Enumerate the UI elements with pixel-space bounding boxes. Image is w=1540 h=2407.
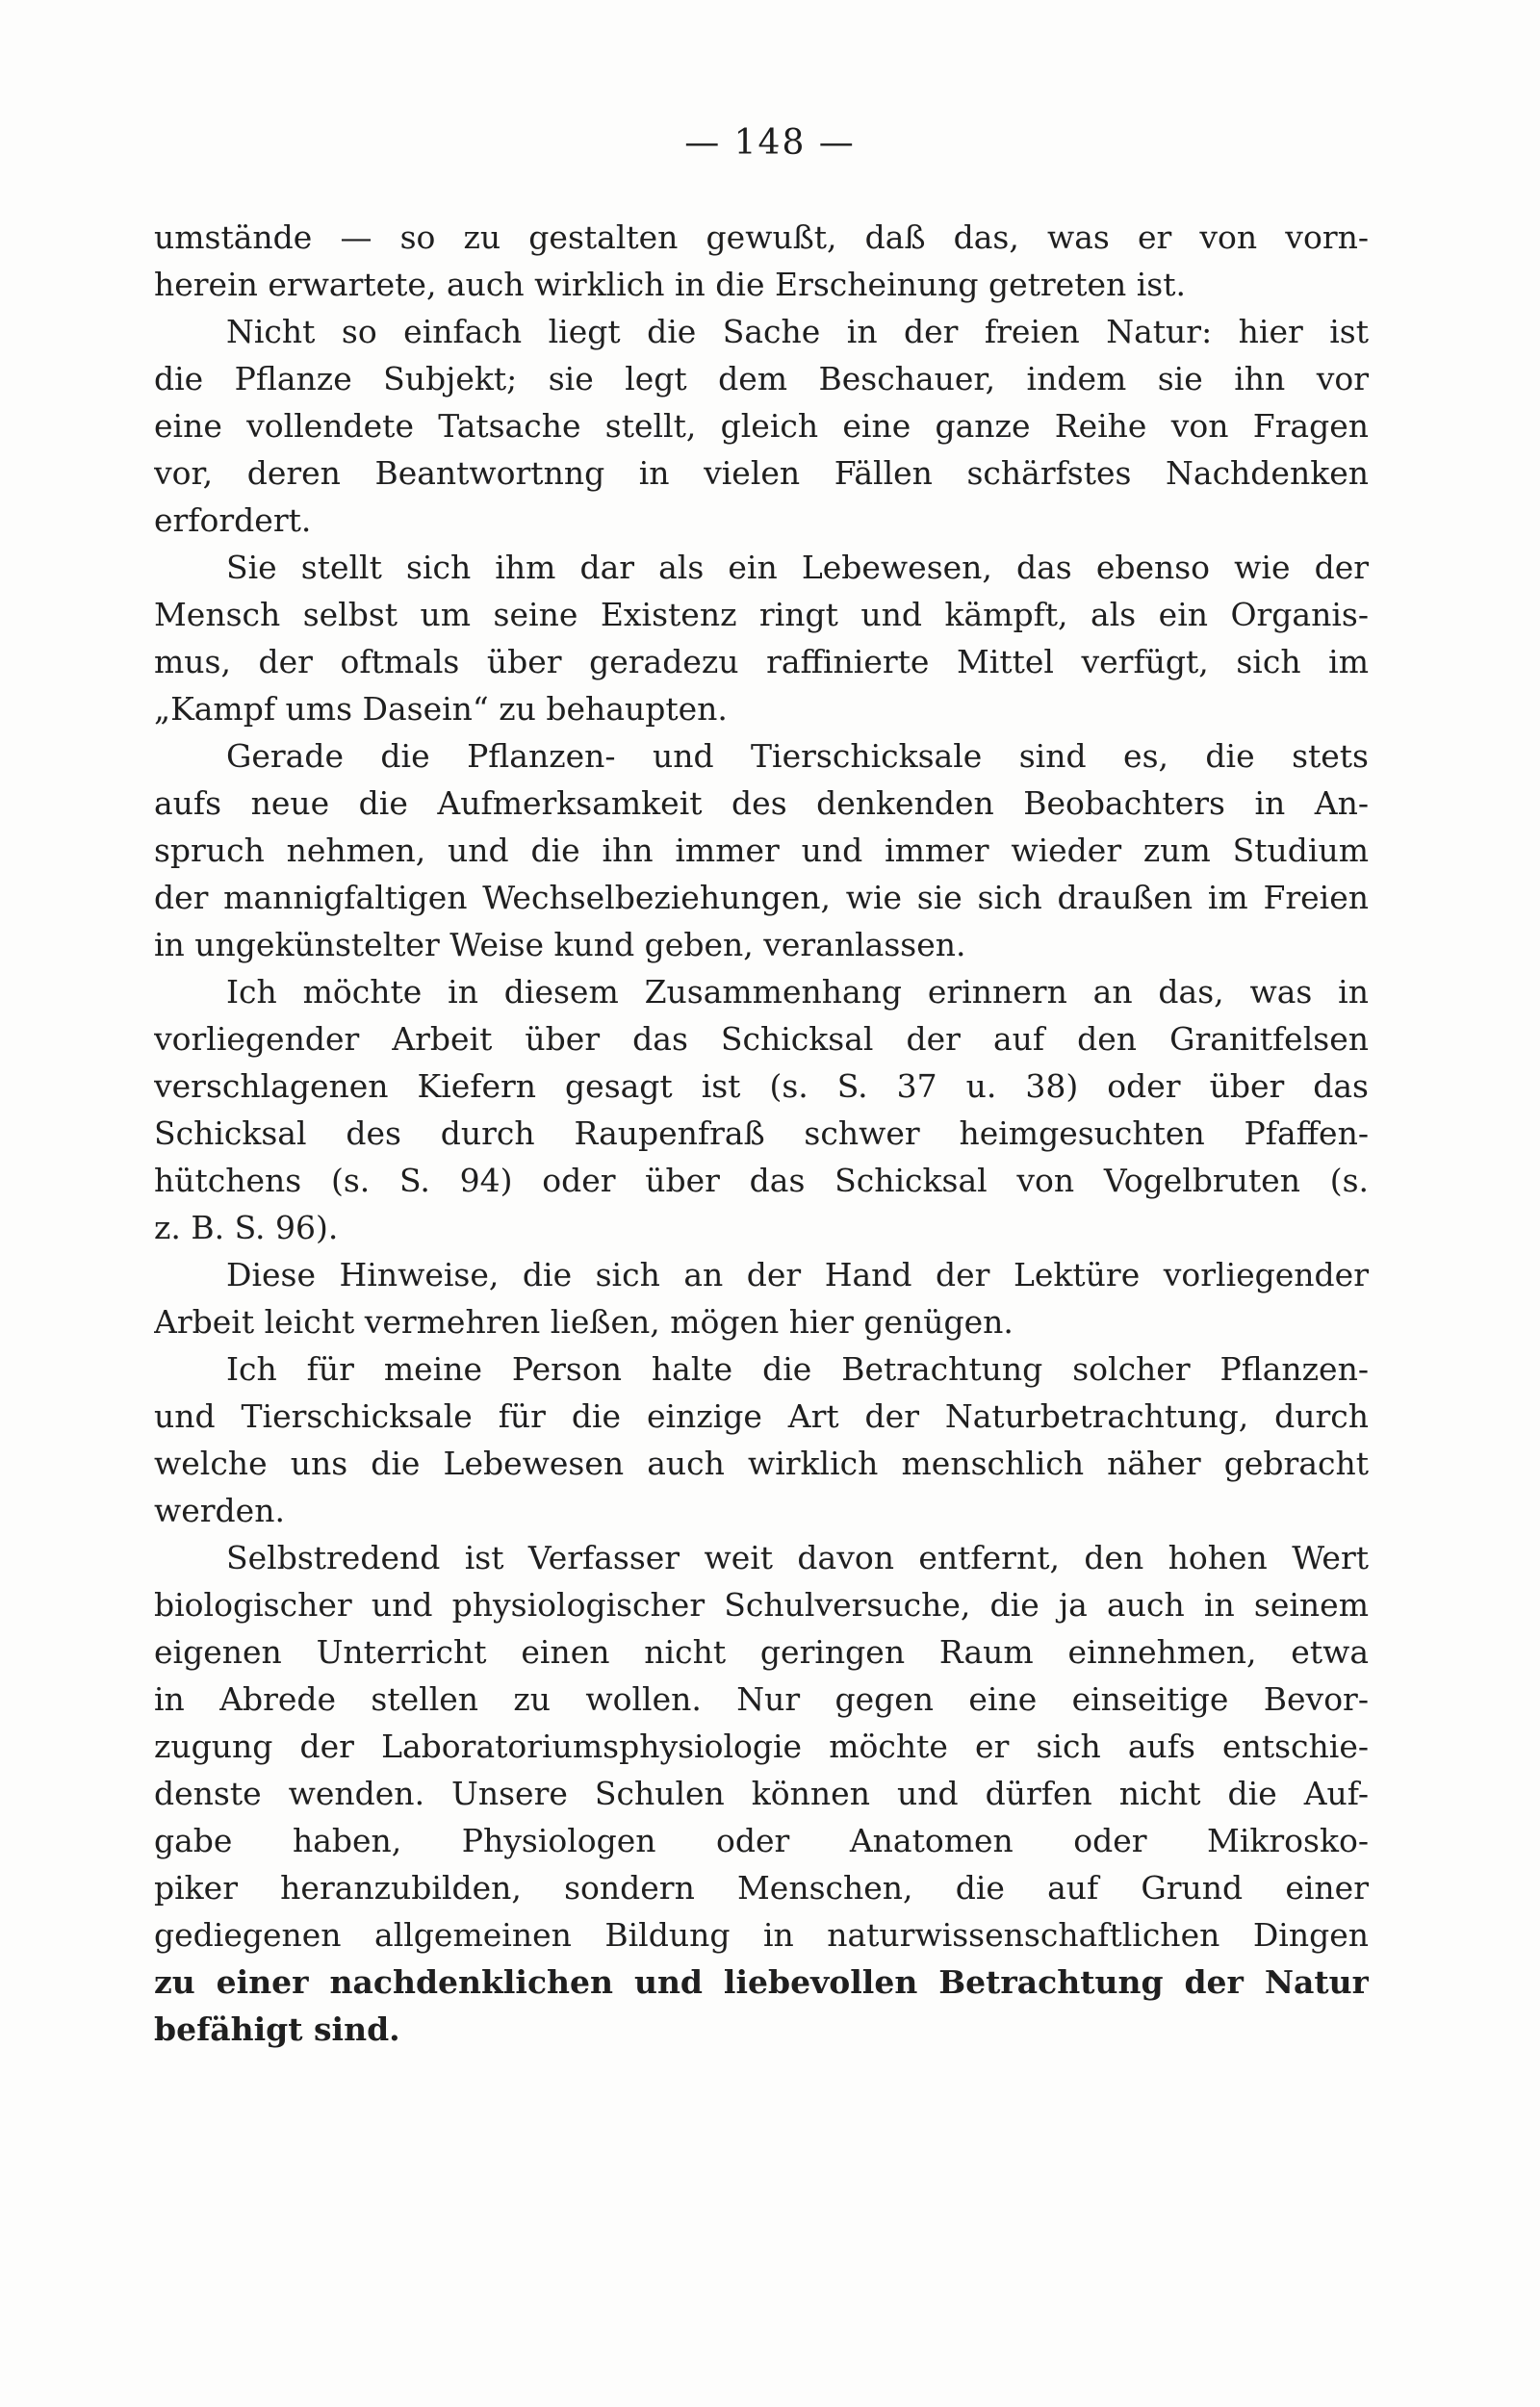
text-line: vorliegender Arbeit über das Schicksal der auf den Granitfelsen bbox=[154, 1020, 1369, 1058]
text-line: piker heranzubilden, sondern Menschen, die auf Grund einer bbox=[154, 1869, 1369, 1907]
text-line: in Abrede stellen zu wollen. Nur gegen eine einseitige Bevor- bbox=[154, 1680, 1369, 1718]
text-line: in ungekünstelter Weise kund geben, veranlassen. bbox=[154, 926, 966, 963]
text-line: werden. bbox=[154, 1492, 285, 1529]
text-line: welche uns die Lebewesen auch wirklich menschlich näher gebracht bbox=[154, 1445, 1369, 1482]
text-line: aufs neue die Aufmerksamkeit des denkenden Beobachters in An- bbox=[154, 784, 1369, 822]
text-line: gabe haben, Physiologen oder Anatomen oder Mikrosko- bbox=[154, 1822, 1369, 1859]
text-line: mus, der oftmals über geradezu raffinierte Mittel verfügt, sich im bbox=[154, 643, 1369, 680]
text-line: Mensch selbst um seine Existenz ringt und kämpft, als ein Organis- bbox=[154, 596, 1369, 633]
text-line: zu einer nachdenklichen und liebevollen Betrachtung der Natur bbox=[154, 1963, 1369, 2001]
text-line: eigenen Unterricht einen nicht geringen Raum einnehmen, etwa bbox=[154, 1633, 1369, 1671]
text-line: und Tierschicksale für die einzige Art der Naturbetrachtung, durch bbox=[154, 1397, 1369, 1435]
text-line: Schicksal des durch Raupenfraß schwer heimgesuchten Pfaffen- bbox=[154, 1114, 1369, 1152]
text-line: eine vollendete Tatsache stellt, gleich eine ganze Reihe von Fragen bbox=[154, 407, 1369, 445]
text-line: hütchens (s. S. 94) oder über das Schicksal von Vogelbruten (s. bbox=[154, 1162, 1369, 1199]
text-line: z. B. S. 96). bbox=[154, 1209, 339, 1246]
text-line: der mannigfaltigen Wechselbeziehungen, wie sie sich draußen im Freien bbox=[154, 879, 1369, 916]
text-line: „Kampf ums Dasein“ zu behaupten. bbox=[154, 690, 728, 728]
text-line: Nicht so einfach liegt die Sache in der freien Natur: hier ist bbox=[226, 313, 1369, 350]
text-line: gediegenen allgemeinen Bildung in naturwissenschaftlichen Dingen bbox=[154, 1916, 1369, 1954]
text-line: Sie stellt sich ihm dar als ein Lebewesen, das ebenso wie der bbox=[226, 549, 1369, 586]
text-line: die Pflanze Subjekt; sie legt dem Beschauer, indem sie ihn vor bbox=[154, 360, 1369, 397]
text-line: verschlagenen Kiefern gesagt ist (s. S. 37 u. 38) oder über das bbox=[154, 1067, 1369, 1105]
text-line: vor, deren Beantwortnng in vielen Fällen schärfstes Nachdenken bbox=[154, 454, 1369, 492]
text-line: spruch nehmen, und die ihn immer und immer wieder zum Studium bbox=[154, 832, 1369, 869]
text-line: herein erwartete, auch wirklich in die Erscheinung getreten ist. bbox=[154, 266, 1186, 303]
text-line: Arbeit leicht vermehren ließen, mögen hier genügen. bbox=[154, 1303, 1014, 1341]
text-line: Ich für meine Person halte die Betrachtung solcher Pflanzen- bbox=[226, 1350, 1369, 1388]
text-line: befähigt sind. bbox=[154, 2010, 400, 2048]
text-line: Gerade die Pflanzen- und Tierschicksale sind es, die stets bbox=[226, 737, 1369, 775]
body-text bbox=[154, 214, 1369, 2053]
text-line: denste wenden. Unsere Schulen können und dürfen nicht die Auf- bbox=[154, 1775, 1369, 1812]
text-line: Selbstredend ist Verfasser weit davon entfernt, den hohen Wert bbox=[226, 1539, 1369, 1576]
text-line: Diese Hinweise, die sich an der Hand der Lektüre vorliegender bbox=[226, 1256, 1369, 1293]
text-line: Ich möchte in diesem Zusammenhang erinnern an das, was in bbox=[226, 973, 1369, 1011]
text-line: zugung der Laboratoriumsphysiologie möchte er sich aufs entschie- bbox=[154, 1728, 1369, 1765]
text-line: erfordert. bbox=[154, 501, 312, 539]
page-number: — 148 — bbox=[684, 123, 856, 163]
text-line: biologischer und physiologischer Schulversuche, die ja auch in seinem bbox=[154, 1586, 1369, 1624]
text-line: umstände — so zu gestalten gewußt, daß das, was er von vorn- bbox=[154, 218, 1369, 256]
